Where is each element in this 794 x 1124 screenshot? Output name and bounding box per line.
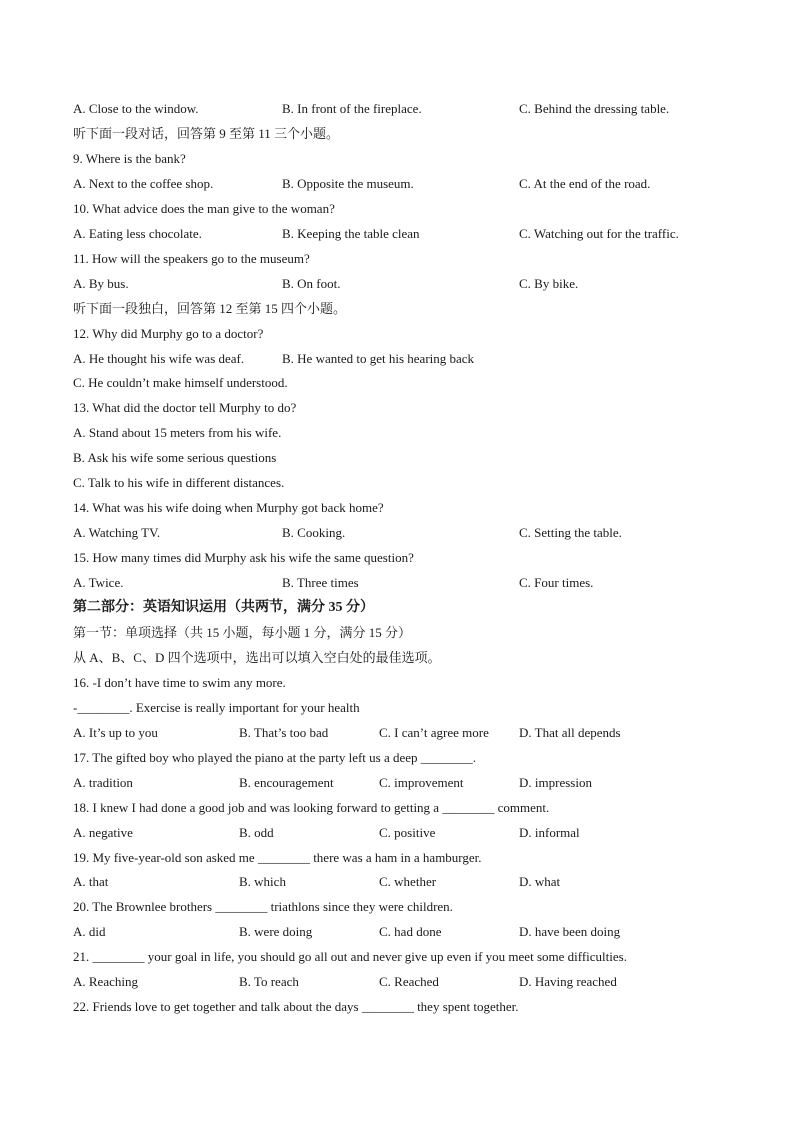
section-heading: 第二部分：英语知识运用（共两节，满分 35 分） [73,600,374,615]
text-line: 听下面一段对话，回答第 9 至第 11 三个小题。 [73,126,340,141]
option-a: A. He thought his wife was deaf. [73,351,245,366]
option-c: C. Setting the table. [519,525,622,540]
options-row [73,725,753,741]
option-b: B. Opposite the museum. [282,176,414,191]
option-b: B. Cooking. [282,525,346,540]
option-c: C. Reached [379,974,439,989]
text-line: 第一节：单项选择（共 15 小题，每小题 1 分，满分 15 分） [73,625,412,640]
option-c: C. At the end of the road. [519,176,651,191]
option-b: B. To reach [239,974,299,989]
options-row [73,775,753,791]
option-b: B. odd [239,825,274,840]
option-c: C. had done [379,924,442,939]
option-b: B. encouragement [239,775,334,790]
option-b: B. Three times [282,575,359,590]
option-a: A. Next to the coffee shop. [73,176,214,191]
options-row [73,176,753,192]
text-line: C. He couldn’t make himself understood. [73,375,288,390]
option-b: B. which [239,874,286,889]
option-b: B. He wanted to get his hearing back [282,351,475,366]
option-d: D. impression [519,775,592,790]
option-c: C. improvement [379,775,464,790]
option-a: A. that [73,874,109,889]
option-b: B. In front of the fireplace. [282,101,422,116]
option-c: C. whether [379,874,437,889]
option-a: A. negative [73,825,133,840]
option-c: C. Watching out for the traffic. [519,226,679,241]
options-row [73,351,753,367]
options-row [73,974,753,990]
text-line: 从 A、B、C、D 四个选项中，选出可以填入空白处的最佳选项。 [73,650,441,665]
options-row [73,825,753,841]
option-a: A. Close to the window. [73,101,199,116]
text-line: 12. Why did Murphy go to a doctor? [73,326,264,341]
text-line: 15. How many times did Murphy ask his wife the same question? [73,550,414,565]
text-line: -________. Exercise is really important for your health [73,700,360,715]
option-a: A. tradition [73,775,133,790]
text-line: 16. -I don’t have time to swim any more. [73,675,286,690]
options-row [73,575,753,591]
options-row [73,101,753,117]
text-line: 18. I knew I had done a good job and was looking forward to getting a ________ comment. [73,800,550,815]
text-line: 14. What was his wife doing when Murphy got back home? [73,500,384,515]
text-line: 11. How will the speakers go to the museum? [73,251,310,266]
option-d: D. Having reached [519,974,617,989]
text-line: 9. Where is the bank? [73,151,186,166]
option-b: B. On foot. [282,276,341,291]
options-row [73,525,753,541]
options-row [73,924,753,940]
text-line: 听下面一段独白，回答第 12 至第 15 四个小题。 [73,301,347,316]
options-row [73,226,753,242]
option-c: C. I can’t agree more [379,725,489,740]
option-d: D. what [519,874,561,889]
text-line: C. Talk to his wife in different distances. [73,475,285,490]
option-b: B. That’s too bad [239,725,329,740]
text-line: 10. What advice does the man give to the woman? [73,201,335,216]
option-a: A. did [73,924,106,939]
option-d: D. informal [519,825,580,840]
option-c: C. positive [379,825,436,840]
option-b: B. were doing [239,924,313,939]
text-line: 22. Friends love to get together and talk about the days ________ they spent together. [73,999,519,1014]
option-a: A. Twice. [73,575,124,590]
text-line: A. Stand about 15 meters from his wife. [73,425,282,440]
option-a: A. Watching TV. [73,525,161,540]
text-line: 21. ________ your goal in life, you should go all out and never give up even if you meet some difficulties. [73,949,627,964]
text-line: 19. My five-year-old son asked me ________ there was a ham in a hamburger. [73,850,482,865]
option-c: C. By bike. [519,276,579,291]
option-a: A. Eating less chocolate. [73,226,202,241]
text-line: 17. The gifted boy who played the piano at the party left us a deep ________. [73,750,477,765]
option-d: D. have been doing [519,924,621,939]
text-line: B. Ask his wife some serious questions [73,450,277,465]
option-c: C. Four times. [519,575,594,590]
options-row [73,874,753,890]
option-c: C. Behind the dressing table. [519,101,670,116]
text-line: 20. The Brownlee brothers ________ triathlons since they were children. [73,899,453,914]
option-b: B. Keeping the table clean [282,226,420,241]
option-d: D. That all depends [519,725,621,740]
option-a: A. Reaching [73,974,138,989]
option-a: A. It’s up to you [73,725,158,740]
options-row [73,276,753,292]
text-line: 13. What did the doctor tell Murphy to do? [73,400,297,415]
option-a: A. By bus. [73,276,129,291]
